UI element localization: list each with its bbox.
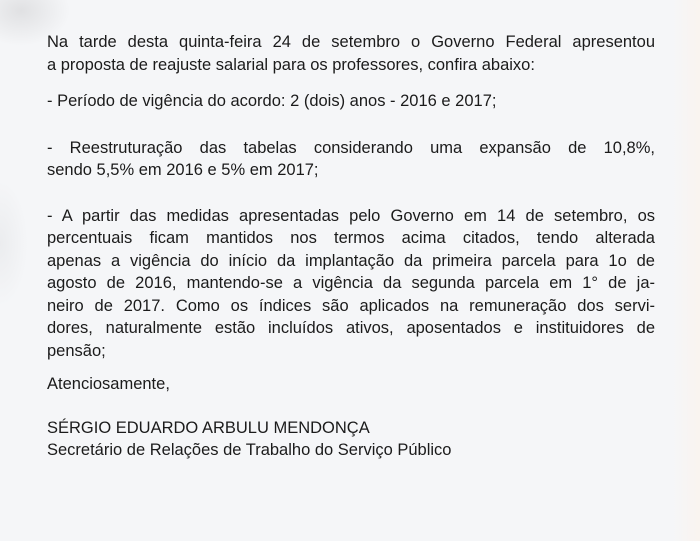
- text-line: apenas a vigência do início da implantação da primeira parcela para 1o de: [47, 251, 655, 270]
- text-line: - Período de vigência do acordo: 2 (dois) anos - 2016 e 2017;: [47, 92, 497, 110]
- measures-bullet: [47, 205, 655, 363]
- text-line: sendo 5,5% em 2016 e 5% em 2017;: [47, 161, 319, 179]
- text-line: percentuais ficam mantidos nos termos acima citados, tendo alterada: [47, 229, 655, 247]
- closing-salutation: [47, 373, 655, 396]
- text-line: Na tarde desta quinta-feira 24 de setembro o Governo Federal apresentou: [47, 33, 655, 51]
- signature-name: SÉRGIO EDUARDO ARBULU MENDONÇA: [47, 418, 370, 437]
- text-line: neiro de 2017. Como os índices são aplicados na remuneração dos servi-: [47, 296, 655, 315]
- agreement-period-bullet: [47, 90, 655, 113]
- restructuring-bullet: [47, 137, 655, 182]
- text-line: pensão;: [47, 341, 106, 360]
- text-line: - A partir das medidas apresentadas pelo Governo em 14 de setembro, os: [47, 206, 655, 225]
- text-line: agosto de 2016, mantendo-se a vigência da segunda parcela em 1° de ja-: [47, 274, 655, 292]
- text-line: - Reestruturação das tabelas considerando uma expansão de 10,8%,: [47, 138, 655, 157]
- signature-title: Secretário de Relações de Trabalho do Serviço Público: [47, 441, 452, 459]
- intro-paragraph: [47, 31, 655, 76]
- text-line: dores, naturalmente estão incluídos ativos, aposentados e instituidores de: [47, 319, 655, 337]
- text-line: a proposta de reajuste salarial para os professores, confira abaixo:: [47, 55, 535, 74]
- text-line: Atenciosamente,: [47, 375, 170, 393]
- signature-block: [47, 417, 655, 462]
